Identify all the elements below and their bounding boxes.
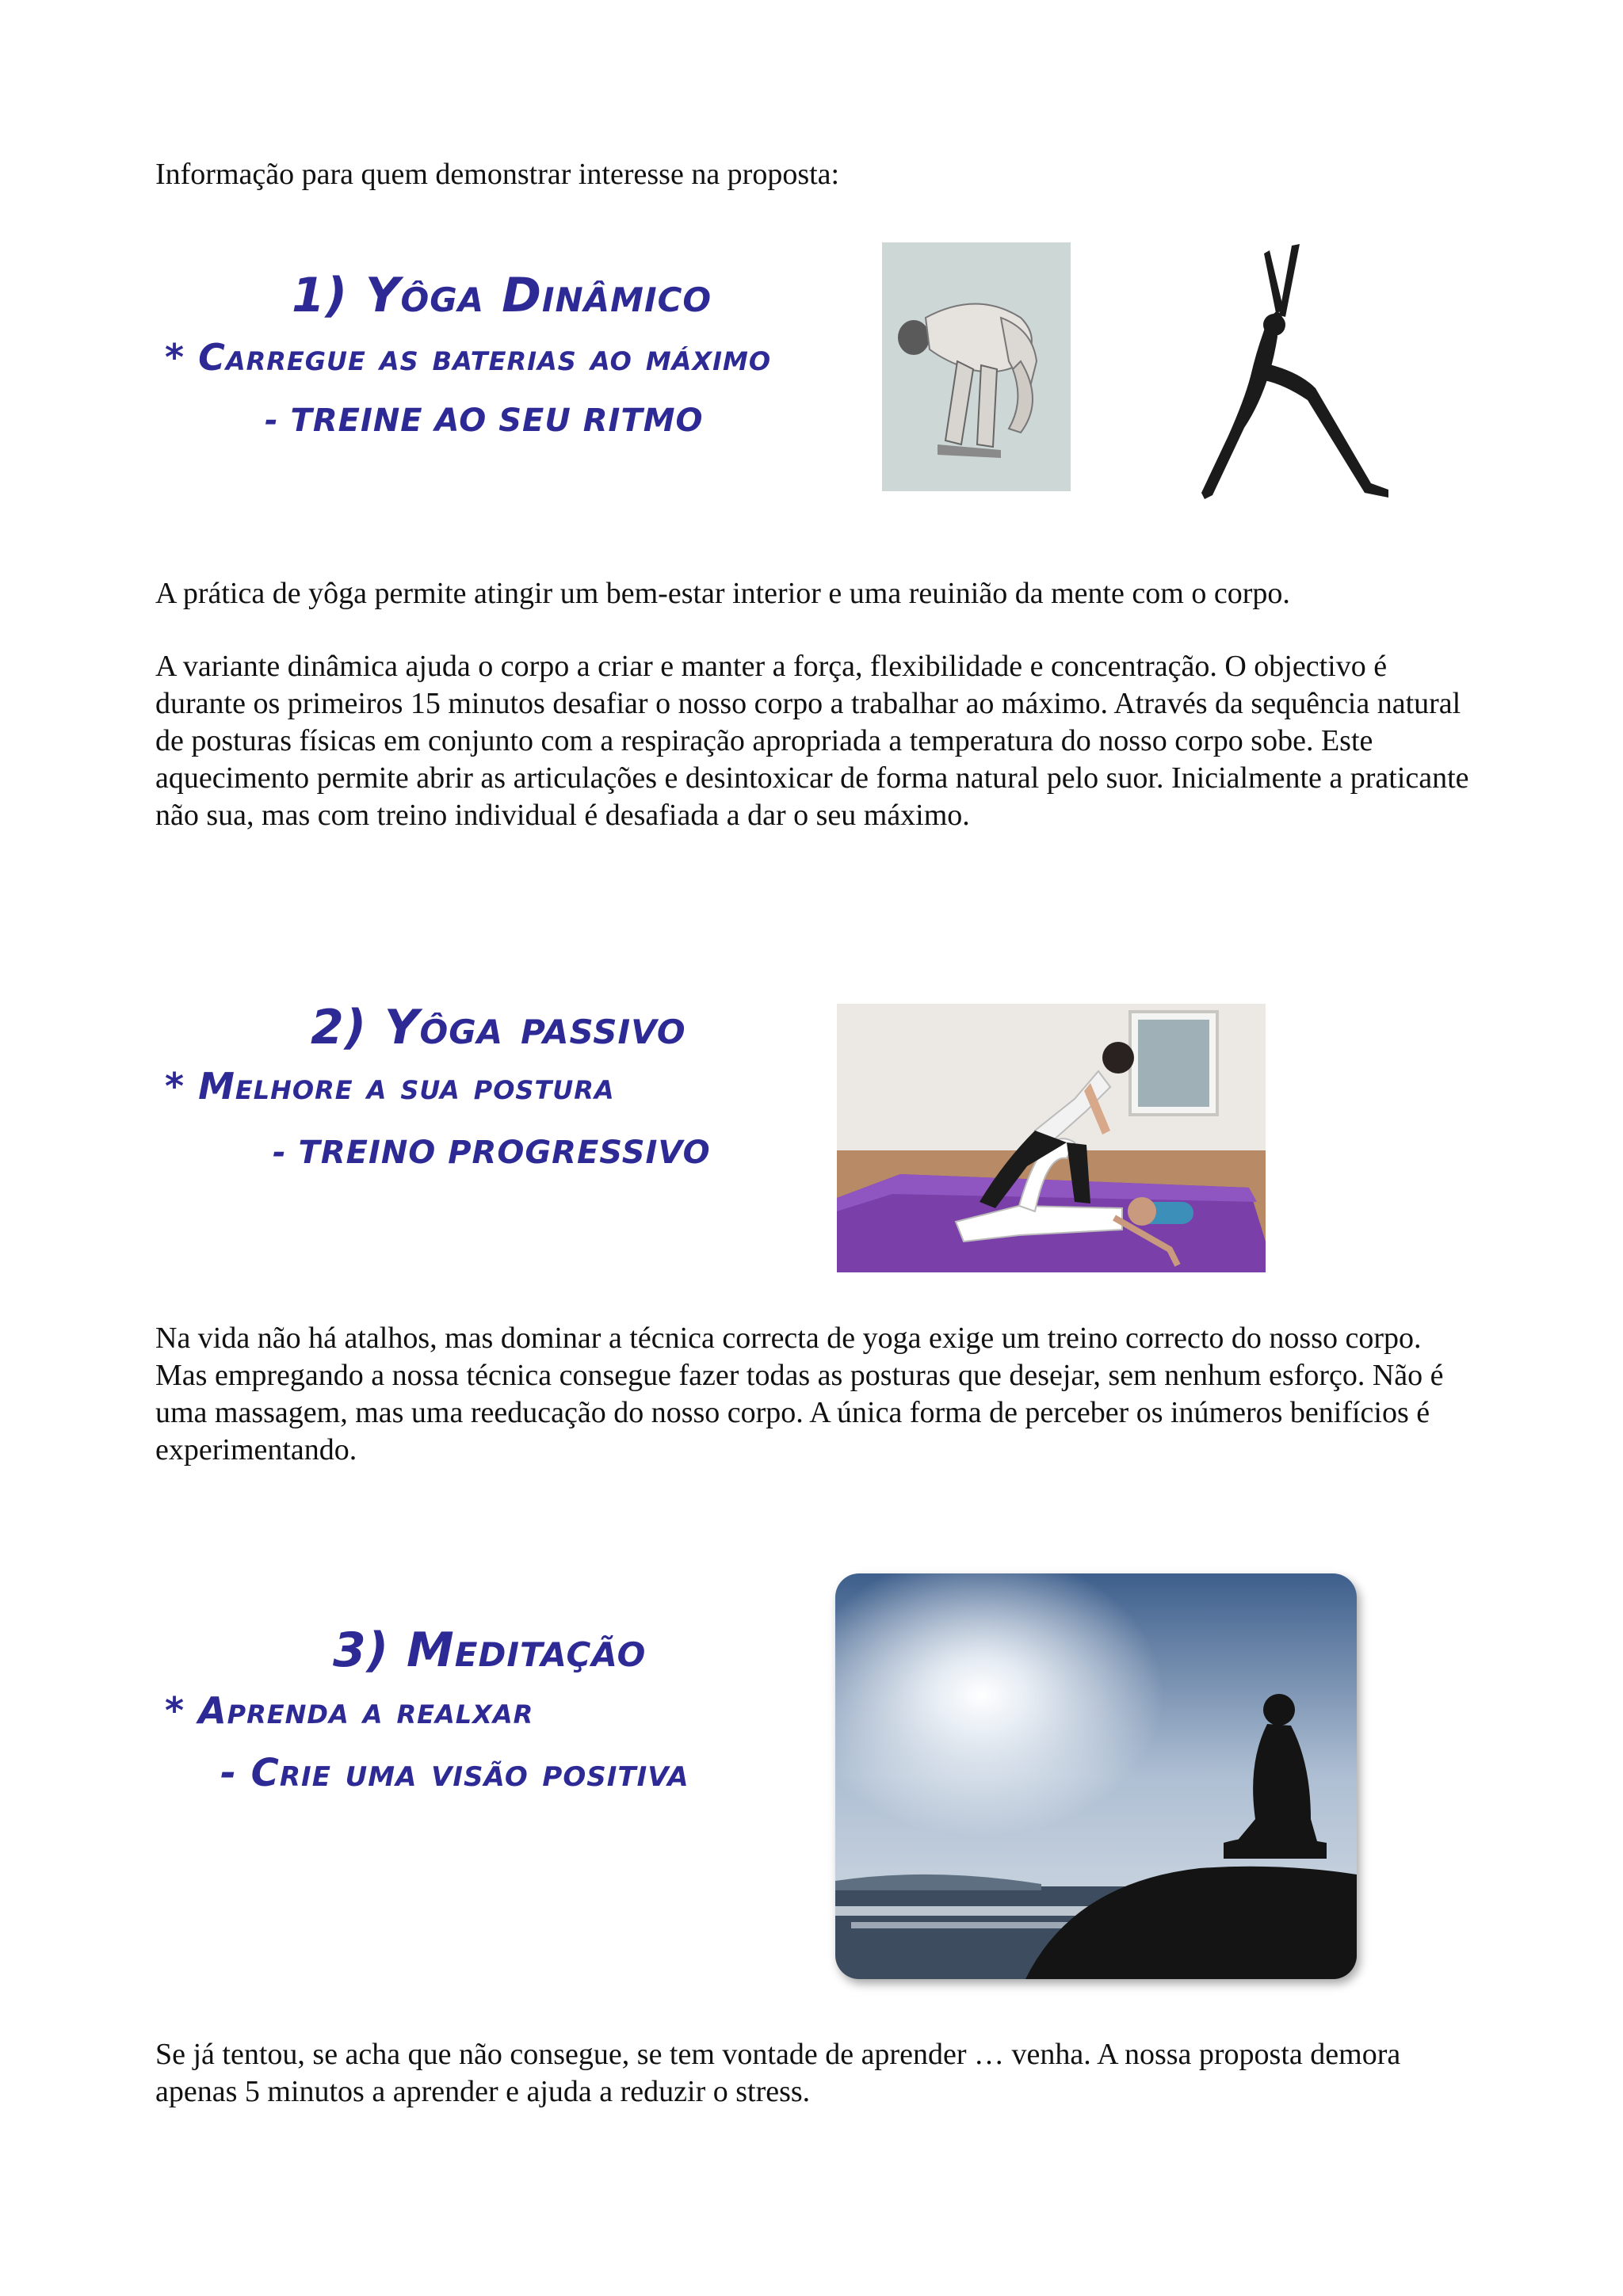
section1-line2: - TREINE AO SEU RITMO bbox=[265, 402, 704, 439]
meditation-image bbox=[835, 1573, 1357, 1979]
crow-pose-image bbox=[882, 242, 1071, 491]
section2-title: 2) Yôga passivo bbox=[311, 1000, 686, 1055]
section3-title: 3) Meditação bbox=[333, 1623, 647, 1678]
intro-text: Informação para quem demonstrar interesse na proposta: bbox=[155, 158, 840, 191]
section1-paragraph1: A prática de yôga permite atingir um bem-estar interior e uma reuinião da mente com o corpo. bbox=[155, 577, 1290, 610]
section1-paragraph2: A variante dinâmica ajuda o corpo a criar e manter a força, flexibilidade e concentração. O objectivo é durante os primeiros 15 minutos desafiar o nosso corpo a trabalhar ao máximo. Através da sequência natural de posturas físicas em conjunto com a respiração apropriada a temperatura do nosso corpo sobe. Este aquecimento permite abrir as articulações e desintoxicar de forma natural pelo suor. Inicialmente a praticante não sua, mas com treino individual é desafiada a dar o seu máximo. bbox=[155, 650, 1469, 832]
section2-line2: - TREINO PROGRESSIVO bbox=[273, 1135, 711, 1171]
passive-yoga-image bbox=[837, 1004, 1266, 1272]
section3-line1: * Aprenda a realxar bbox=[165, 1689, 534, 1732]
section2-paragraph1: Na vida não há atalhos, mas dominar a técnica correcta de yoga exige um treino correcto do nosso corpo. Mas empregando a nossa técnica consegue fazer todas as posturas que desejar, sem nenhum esforço. Não é uma massagem, mas uma reeducação do nosso corpo. A única forma de perceber os inúmeros benifícios é experimentando. bbox=[155, 1322, 1444, 1466]
warrior-pose-image bbox=[1181, 238, 1403, 507]
section3-line2: - Crie uma visão positiva bbox=[220, 1751, 689, 1795]
section1-line1: * Carregue as baterias ao máximo bbox=[165, 336, 772, 379]
section3-paragraph1: Se já tentou, se acha que não consegue, se tem vontade de aprender … venha. A nossa proposta demora apenas 5 minutos a aprender e ajuda a reduzir o stress. bbox=[155, 2038, 1401, 2108]
section1-title: 1) Yôga Dinâmico bbox=[292, 268, 712, 323]
section2-line1: * Melhore a sua postura bbox=[165, 1065, 615, 1108]
